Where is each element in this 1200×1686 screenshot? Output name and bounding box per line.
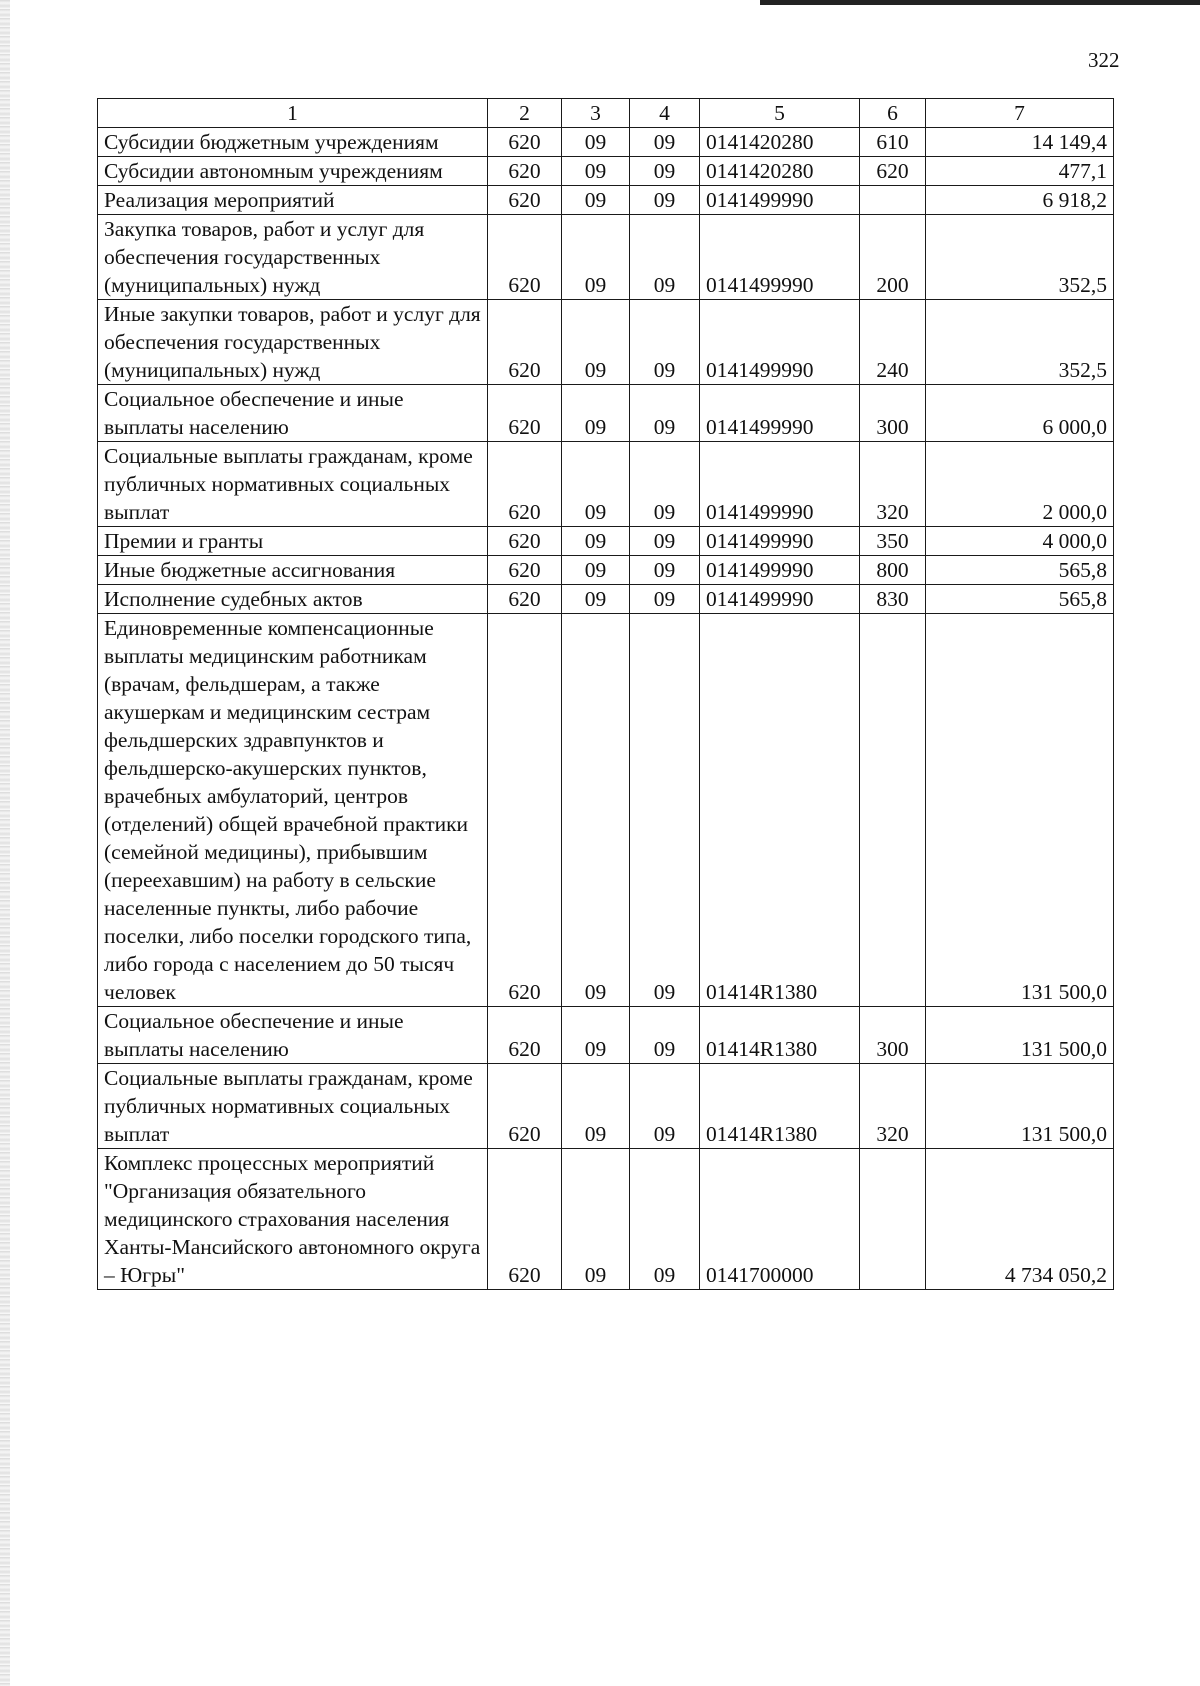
target-article-code: 01414R1380 xyxy=(700,1007,860,1064)
table-row xyxy=(98,385,1114,442)
amount: 565,8 xyxy=(926,585,1114,614)
expense-type-code: 200 xyxy=(860,215,926,300)
header-cell: 4 xyxy=(630,99,700,128)
row-name: Иные бюджетные ассигнования xyxy=(98,556,488,585)
row-name: Социальное обеспечение и иные выплаты населению xyxy=(98,385,488,442)
expense-type-code: 300 xyxy=(860,1007,926,1064)
section-code: 09 xyxy=(562,157,630,186)
budget-table xyxy=(97,98,1114,1290)
section-code: 09 xyxy=(562,1007,630,1064)
table-row xyxy=(98,300,1114,385)
expense-type-code: 800 xyxy=(860,556,926,585)
row-name: Социальное обеспечение и иные выплаты населению xyxy=(98,1007,488,1064)
row-name: Социальные выплаты гражданам, кроме публичных нормативных социальных выплат xyxy=(98,1064,488,1149)
subsection-code: 09 xyxy=(630,128,700,157)
ministry-code: 620 xyxy=(488,1149,562,1290)
ministry-code: 620 xyxy=(488,157,562,186)
subsection-code: 09 xyxy=(630,215,700,300)
ministry-code: 620 xyxy=(488,215,562,300)
ministry-code: 620 xyxy=(488,300,562,385)
table-row xyxy=(98,585,1114,614)
target-article-code: 01414R1380 xyxy=(700,1064,860,1149)
amount: 352,5 xyxy=(926,215,1114,300)
expense-type-code: 350 xyxy=(860,527,926,556)
subsection-code: 09 xyxy=(630,157,700,186)
section-code: 09 xyxy=(562,442,630,527)
subsection-code: 09 xyxy=(630,585,700,614)
section-code: 09 xyxy=(562,585,630,614)
amount: 6 000,0 xyxy=(926,385,1114,442)
target-article-code: 0141499990 xyxy=(700,186,860,215)
subsection-code: 09 xyxy=(630,442,700,527)
amount: 14 149,4 xyxy=(926,128,1114,157)
ministry-code: 620 xyxy=(488,186,562,215)
row-name: Субсидии бюджетным учреждениям xyxy=(98,128,488,157)
amount: 4 734 050,2 xyxy=(926,1149,1114,1290)
expense-type-code: 610 xyxy=(860,128,926,157)
row-name: Социальные выплаты гражданам, кроме публичных нормативных социальных выплат xyxy=(98,442,488,527)
table-row xyxy=(98,1149,1114,1290)
target-article-code: 0141499990 xyxy=(700,385,860,442)
target-article-code: 01414R1380 xyxy=(700,614,860,1007)
amount: 565,8 xyxy=(926,556,1114,585)
target-article-code: 0141499990 xyxy=(700,527,860,556)
scan-edge-artifact xyxy=(0,0,10,1686)
table-row xyxy=(98,186,1114,215)
subsection-code: 09 xyxy=(630,186,700,215)
ministry-code: 620 xyxy=(488,585,562,614)
amount: 352,5 xyxy=(926,300,1114,385)
subsection-code: 09 xyxy=(630,527,700,556)
ministry-code: 620 xyxy=(488,442,562,527)
ministry-code: 620 xyxy=(488,1007,562,1064)
expense-type-code: 300 xyxy=(860,385,926,442)
page-number: 322 xyxy=(1088,48,1120,72)
header-cell: 6 xyxy=(860,99,926,128)
amount: 477,1 xyxy=(926,157,1114,186)
row-name: Реализация мероприятий xyxy=(98,186,488,215)
expense-type-code xyxy=(860,1149,926,1290)
table-row xyxy=(98,1007,1114,1064)
target-article-code: 0141420280 xyxy=(700,128,860,157)
subsection-code: 09 xyxy=(630,300,700,385)
section-code: 09 xyxy=(562,128,630,157)
table-row xyxy=(98,442,1114,527)
table-row xyxy=(98,527,1114,556)
amount: 131 500,0 xyxy=(926,614,1114,1007)
table-row xyxy=(98,128,1114,157)
header-cell: 7 xyxy=(926,99,1114,128)
row-name: Иные закупки товаров, работ и услуг для обеспечения государственных (муниципальных) нужд xyxy=(98,300,488,385)
amount: 6 918,2 xyxy=(926,186,1114,215)
table-row xyxy=(98,215,1114,300)
section-code: 09 xyxy=(562,527,630,556)
header-cell: 2 xyxy=(488,99,562,128)
header-cell: 1 xyxy=(98,99,488,128)
subsection-code: 09 xyxy=(630,1149,700,1290)
ministry-code: 620 xyxy=(488,128,562,157)
expense-type-code xyxy=(860,614,926,1007)
target-article-code: 0141499990 xyxy=(700,300,860,385)
table-row xyxy=(98,157,1114,186)
section-code: 09 xyxy=(562,300,630,385)
target-article-code: 0141499990 xyxy=(700,556,860,585)
header-cell: 5 xyxy=(700,99,860,128)
table-header-row xyxy=(98,99,1114,128)
section-code: 09 xyxy=(562,385,630,442)
section-code: 09 xyxy=(562,614,630,1007)
target-article-code: 0141499990 xyxy=(700,442,860,527)
row-name: Единовременные компенсационные выплаты медицинским работникам (врачам, фельдшерам, а также акушеркам и медицинским сестрам фельдшерских здравпунктов и фельдшерско-акушерских пунктов, врачебных амбулаторий, центров (отделений) общей врачебной практики (семейной медицины), прибывшим (переехавшим) на работу в сельские населенные пункты, либо рабочие поселки, либо поселки городского типа, либо города с населением до 50 тысяч человек xyxy=(98,614,488,1007)
section-code: 09 xyxy=(562,215,630,300)
amount: 131 500,0 xyxy=(926,1007,1114,1064)
subsection-code: 09 xyxy=(630,1007,700,1064)
expense-type-code: 830 xyxy=(860,585,926,614)
target-article-code: 0141420280 xyxy=(700,157,860,186)
ministry-code: 620 xyxy=(488,1064,562,1149)
target-article-code: 0141499990 xyxy=(700,585,860,614)
row-name: Исполнение судебных актов xyxy=(98,585,488,614)
expense-type-code: 320 xyxy=(860,442,926,527)
top-rule xyxy=(760,0,1200,5)
table-row xyxy=(98,614,1114,1007)
target-article-code: 0141499990 xyxy=(700,215,860,300)
expense-type-code: 620 xyxy=(860,157,926,186)
row-name: Субсидии автономным учреждениям xyxy=(98,157,488,186)
row-name: Премии и гранты xyxy=(98,527,488,556)
row-name: Комплекс процессных мероприятий "Организация обязательного медицинского страхования населения Ханты-Мансийского автономного округа – Югры" xyxy=(98,1149,488,1290)
ministry-code: 620 xyxy=(488,614,562,1007)
ministry-code: 620 xyxy=(488,556,562,585)
expense-type-code: 240 xyxy=(860,300,926,385)
table-row xyxy=(98,1064,1114,1149)
section-code: 09 xyxy=(562,1149,630,1290)
ministry-code: 620 xyxy=(488,527,562,556)
amount: 4 000,0 xyxy=(926,527,1114,556)
target-article-code: 0141700000 xyxy=(700,1149,860,1290)
ministry-code: 620 xyxy=(488,385,562,442)
section-code: 09 xyxy=(562,556,630,585)
subsection-code: 09 xyxy=(630,385,700,442)
subsection-code: 09 xyxy=(630,556,700,585)
section-code: 09 xyxy=(562,186,630,215)
expense-type-code xyxy=(860,186,926,215)
amount: 2 000,0 xyxy=(926,442,1114,527)
amount: 131 500,0 xyxy=(926,1064,1114,1149)
table-row xyxy=(98,556,1114,585)
subsection-code: 09 xyxy=(630,1064,700,1149)
header-cell: 3 xyxy=(562,99,630,128)
expense-type-code: 320 xyxy=(860,1064,926,1149)
section-code: 09 xyxy=(562,1064,630,1149)
subsection-code: 09 xyxy=(630,614,700,1007)
row-name: Закупка товаров, работ и услуг для обеспечения государственных (муниципальных) нужд xyxy=(98,215,488,300)
